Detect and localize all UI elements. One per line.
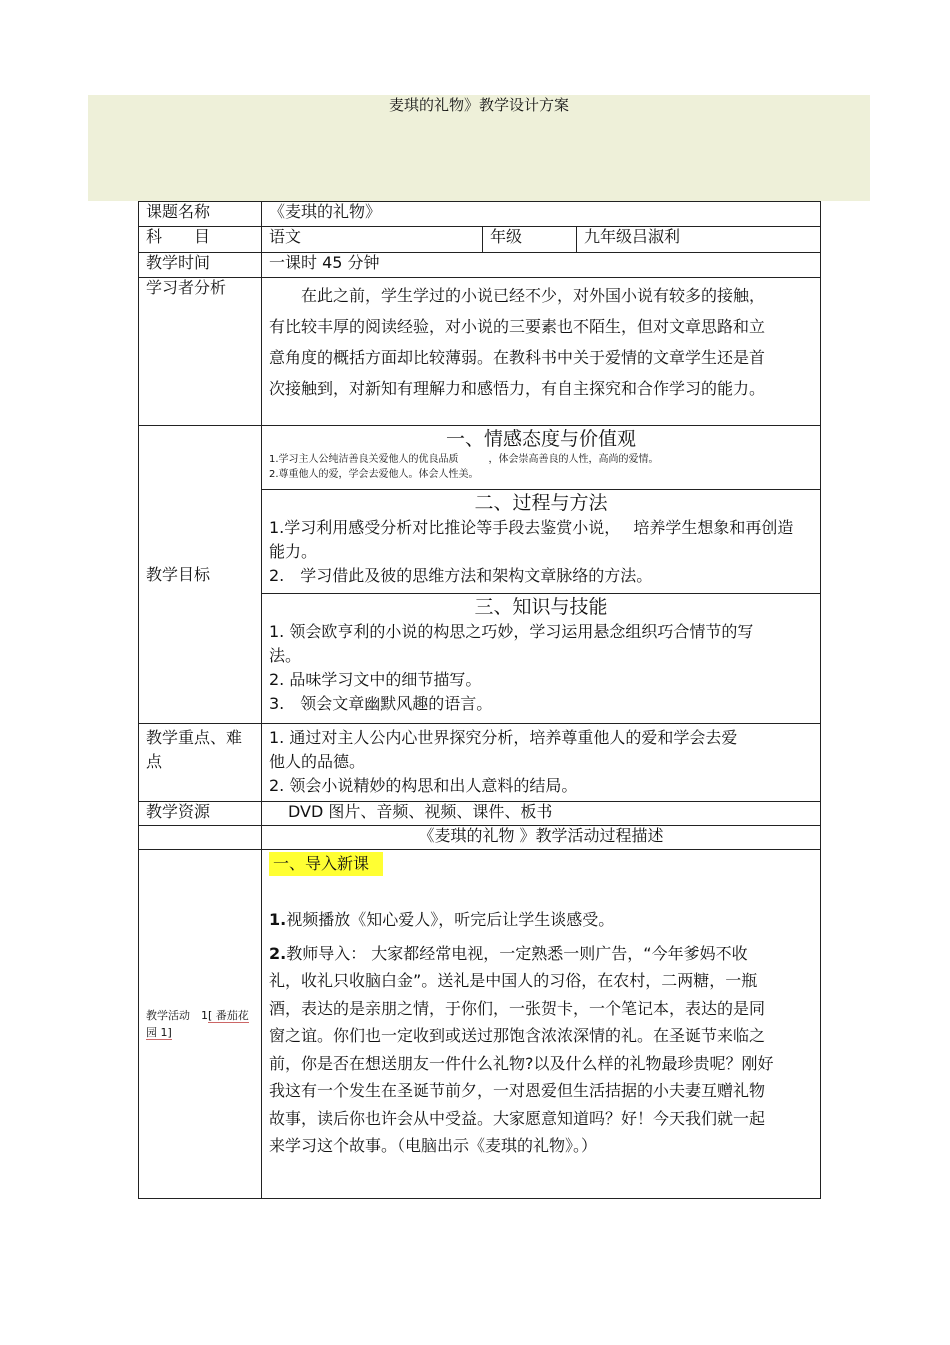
activity-comment-marker: [ 番茄花园 1] [146,1009,249,1039]
activity-paragraph-2: 2.教师导入： 大家都经常电视，一定熟悉一则广告，“今年爹妈不收礼，收礼只收脑白金”。送礼是中国人的习俗，在农村，二两糖，一瓶酒，表达的是亲朋之情，于你们，一张贺卡，一个笔记本，表达的是同窗之谊。你们也一定收到或送过那饱含浓浓深情的礼。在圣诞节来临之前，你是否在想送朋友一件什么礼物?以及什么样的礼物最珍贵呢？刚好我这有一个发生在圣诞节前夕，一对恩爱但生活拮据的小夫妻互赠礼物故事，读后你也许会从中受益。大家愿意知道吗？好！今天我们就一起来学习这个故事。（电脑出示《麦琪的礼物》。） [269,943,774,1155]
activity-paragraph-1: 1.视频播放《知心爱人》，听完后让学生谈感受。 [269,910,615,929]
row-resources [139,802,821,826]
row-activity [139,850,821,1199]
goal-section-2-title: 二、过程与方法 [474,492,608,514]
lesson-plan-table [138,201,821,1199]
row-goals-1 [139,426,821,490]
learner-analysis-text: 在此之前，学生学过的小说已经不少，对外国小说有较多的接触，有比较丰厚的阅读经验，对小说的三要素也不陌生，但对文章思路和立意角度的概括方面却比较薄弱。在教科书中关于爱情的文章学生还是首次接触到，对新知有理解力和感悟力，有自主探究和合作学习的能力。 [269,286,766,398]
goal-section-3-item-2: 2. 品味学习文中的细节描写。 [269,670,482,689]
row-keypoints [139,724,821,802]
label-learner: 学习者分析 [139,278,262,426]
goal-section-3-item-1: 1. 领会欧亨利的小说的构思之巧妙，学习运用悬念组织巧合情节的写法。 [269,622,754,665]
document-title: 麦琪的礼物》教学设计方案 [388,96,569,114]
label-subject: 科 目 [139,227,262,253]
label-course-name: 课题名称 [139,202,262,227]
goal-section-3-item-3: 3. 领会文章幽默风趣的语言。 [269,694,493,713]
activity-label-text: 教学活动 1 [146,1009,208,1022]
value-grade: 九年级吕淑利 [577,227,821,253]
goal-section-1-item-1: 1.学习主人公纯洁善良关爱他人的优良品质 ，体会崇高善良的人性，高尚的爱情。 [269,454,659,465]
row-learner [139,278,821,426]
row-course-name [139,202,821,227]
keypoint-item-1: 1. 通过对主人公内心世界探究分析，培养尊重他人的爱和学会去爱他人的品德。 [269,728,738,771]
goal-section-2-item-1: 1.学习利用感受分析对比推论等手段去鉴赏小说， 培养学生想象和再创造能力。 [269,518,794,561]
value-subject: 语文 [262,227,483,253]
label-grade: 年级 [483,227,577,253]
label-keypoints: 教学重点、难点 [139,724,262,802]
activity-label [146,1007,254,1041]
value-resources: DVD 图片、音频、视频、课件、板书 [262,802,821,826]
row-subject [139,227,821,253]
label-resources: 教学资源 [139,802,262,826]
goal-section-1-title: 一、情感态度与价值观 [445,428,636,450]
label-time: 教学时间 [139,253,262,278]
activity-section-title: 一、导入新课 [269,852,383,876]
row-time [139,253,821,278]
process-title: 《麦琪的礼物 》教学活动过程描述 [262,826,821,850]
goal-section-1-item-2: 2.尊重他人的爱，学会去爱他人。体会人性美。 [269,469,479,480]
keypoint-item-2: 2. 领会小说精妙的构思和出人意料的结局。 [269,776,578,795]
header-band [88,95,870,201]
value-time: 一课时 45 分钟 [262,253,821,278]
blank-cell [139,826,262,850]
value-course-name: 《麦琪的礼物》 [262,202,821,227]
goal-section-3-title: 三、知识与技能 [474,596,608,618]
label-goals: 教学目标 [139,426,262,724]
goal-section-2-item-2: 2. 学习借此及彼的思维方法和架构文章脉络的方法。 [269,566,653,585]
row-process-title [139,826,821,850]
